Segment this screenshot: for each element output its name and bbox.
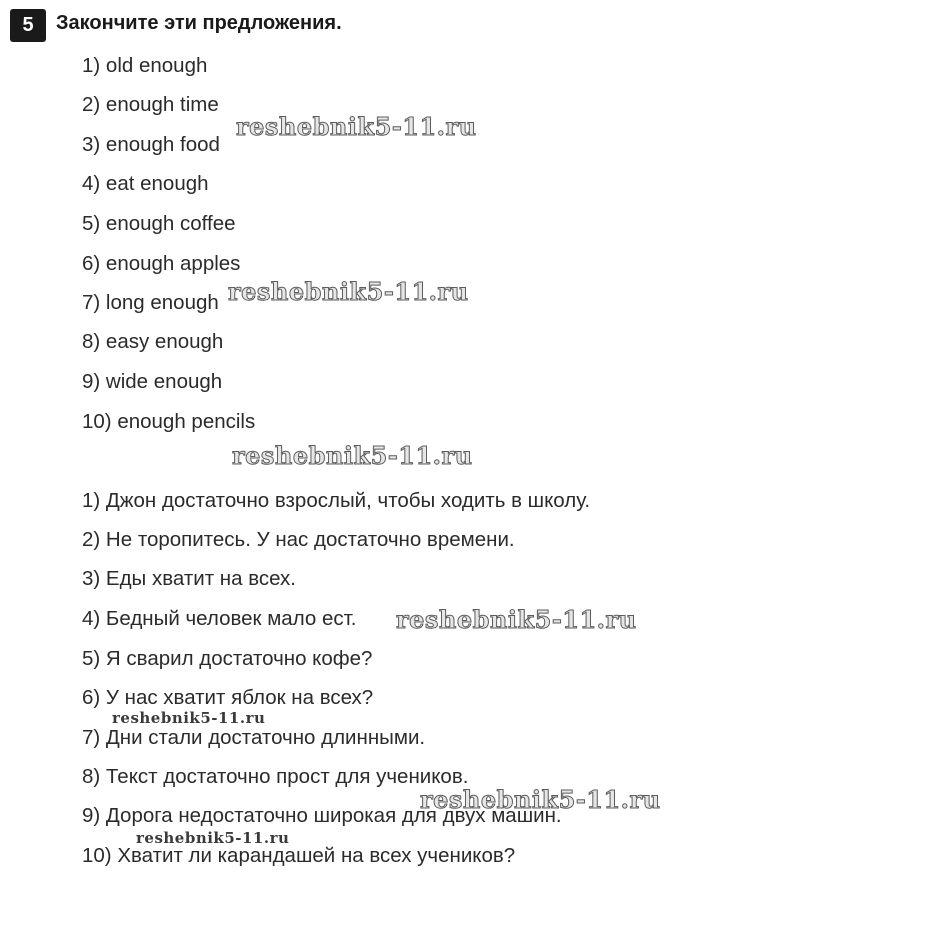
watermark: reshebnik5-11.ru — [396, 605, 637, 634]
english-answer-10: 10) enough pencils — [82, 410, 256, 433]
watermark: reshebnik5-11.ru — [232, 441, 473, 470]
english-answer-9: 9) wide enough — [82, 370, 223, 393]
russian-translation-2: 2) Не торопитесь. У нас достаточно времени. — [82, 528, 515, 551]
english-answer-5: 5) enough coffee — [82, 212, 236, 235]
watermark: reshebnik5-11.ru — [420, 785, 661, 814]
watermark: reshebnik5-11.ru — [228, 277, 469, 306]
russian-translation-3: 3) Еды хватит на всех. — [82, 567, 296, 590]
task-number-badge: 5 — [10, 9, 46, 42]
russian-translation-4: 4) Бедный человек мало ест. — [82, 607, 357, 630]
english-answer-4: 4) eat enough — [82, 172, 209, 195]
russian-translation-1: 1) Джон достаточно взрослый, чтобы ходить в школу. — [82, 489, 591, 512]
english-answer-2: 2) enough time — [82, 93, 219, 116]
english-answer-7: 7) long enough — [82, 291, 219, 314]
watermark: reshebnik5-11.ru — [136, 829, 290, 847]
english-answer-8: 8) easy enough — [82, 330, 224, 353]
english-answer-6: 6) enough apples — [82, 252, 241, 275]
russian-translation-6: 6) У нас хватит яблок на всех? — [82, 686, 374, 709]
watermark: reshebnik5-11.ru — [236, 112, 477, 141]
russian-translation-9: 9) Дорога недостаточно широкая для двух машин. — [82, 804, 562, 827]
russian-translation-7: 7) Дни стали достаточно длинными. — [82, 726, 426, 749]
english-answer-1: 1) old enough — [82, 54, 208, 77]
watermark: reshebnik5-11.ru — [112, 709, 266, 727]
task-title: Закончите эти предложения. — [56, 12, 342, 34]
russian-translation-8: 8) Текст достаточно прост для учеников. — [82, 765, 469, 788]
russian-translation-10: 10) Хватит ли карандашей на всех учеников? — [82, 844, 516, 867]
english-answer-3: 3) enough food — [82, 133, 220, 156]
russian-translation-5: 5) Я сварил достаточно кофе? — [82, 647, 373, 670]
